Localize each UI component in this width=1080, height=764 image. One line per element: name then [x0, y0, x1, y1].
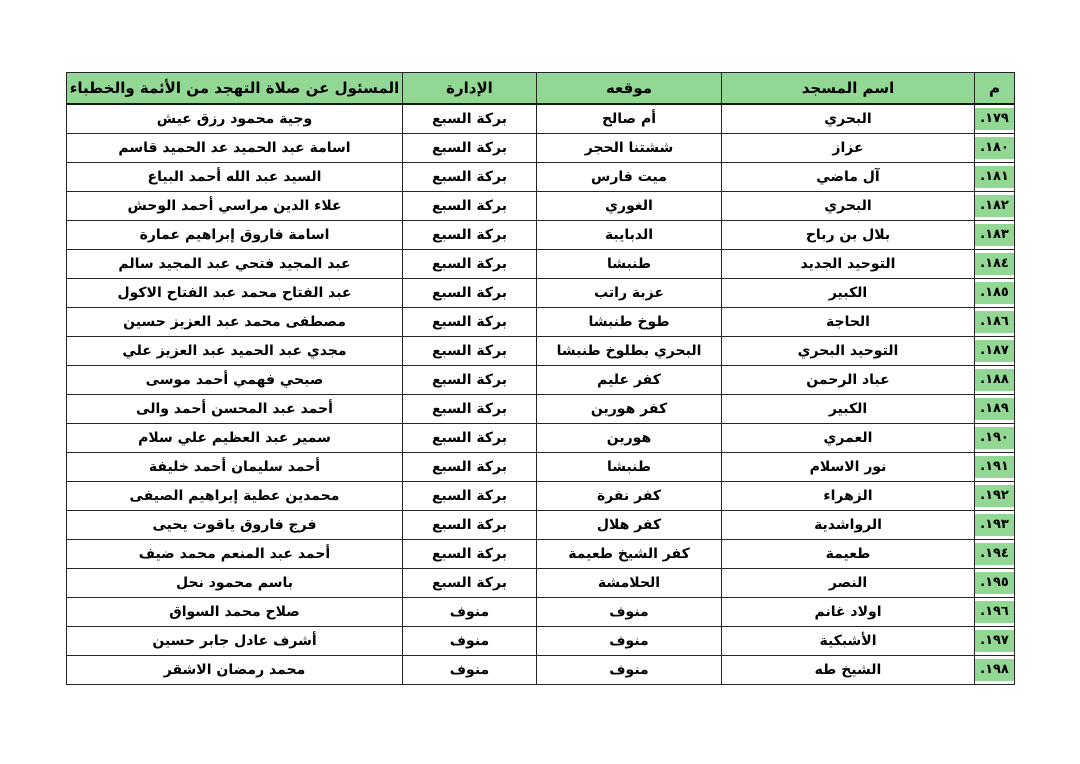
- row-number-cell: [975, 337, 1015, 366]
- administration-cell: بركة السبع: [403, 134, 537, 163]
- location-cell: منوف: [537, 656, 722, 685]
- table-row: [67, 337, 1015, 366]
- table-row: [67, 424, 1015, 453]
- mosque-name-cell: الرواشدية: [722, 511, 975, 540]
- administration-cell: بركة السبع: [403, 424, 537, 453]
- location-cell: منوف: [537, 598, 722, 627]
- row-number-value: ١٩٤.: [975, 543, 1014, 565]
- row-number-cell: [975, 192, 1015, 221]
- location-cell: الحلامشة: [537, 569, 722, 598]
- responsible-person-cell: أحمد سليمان أحمد خليفة: [67, 453, 403, 482]
- row-number-value: ١٨٢.: [975, 195, 1014, 217]
- location-cell: كفر هلال: [537, 511, 722, 540]
- row-number-value: ١٩٨.: [975, 659, 1014, 681]
- row-number-value: ١٨٧.: [975, 340, 1014, 362]
- row-number-value: ١٩٦.: [975, 601, 1014, 623]
- administration-cell: بركة السبع: [403, 540, 537, 569]
- mosques-table: [66, 72, 1015, 685]
- mosque-name-cell: بلال بن رباح: [722, 221, 975, 250]
- table-row: [67, 279, 1015, 308]
- administration-cell: بركة السبع: [403, 279, 537, 308]
- responsible-person-cell: أحمد عبد المحسن أحمد والى: [67, 395, 403, 424]
- mosque-name-cell: طعيمة: [722, 540, 975, 569]
- responsible-person-cell: صبحي فهمي أحمد موسى: [67, 366, 403, 395]
- mosque-name-cell: عزاز: [722, 134, 975, 163]
- administration-cell: بركة السبع: [403, 308, 537, 337]
- administration-cell: بركة السبع: [403, 511, 537, 540]
- location-cell: البحري بطلوخ طنبشا: [537, 337, 722, 366]
- table-row: [67, 453, 1015, 482]
- row-number-value: ١٨٣.: [975, 224, 1014, 246]
- location-cell: طنبشا: [537, 250, 722, 279]
- location-cell: الدبايبة: [537, 221, 722, 250]
- responsible-person-cell: وجية محمود رزق عيش: [67, 104, 403, 134]
- row-number-cell: [975, 424, 1015, 453]
- mosque-name-cell: العمري: [722, 424, 975, 453]
- mosque-name-cell: عباد الرحمن: [722, 366, 975, 395]
- responsible-person-cell: صلاح محمد السواق: [67, 598, 403, 627]
- document-sheet: [67, 72, 1015, 685]
- administration-cell: منوف: [403, 627, 537, 656]
- row-number-cell: [975, 511, 1015, 540]
- location-cell: كفر الشيخ طعيمة: [537, 540, 722, 569]
- location-cell: أم صالح: [537, 104, 722, 134]
- responsible-person-cell: محمد رمضان الاشقر: [67, 656, 403, 685]
- responsible-person-cell: محمدين عطية إبراهيم الصيفى: [67, 482, 403, 511]
- row-number-value: ١٨٦.: [975, 311, 1014, 333]
- responsible-person-cell: سمير عبد العظيم علي سلام: [67, 424, 403, 453]
- row-number-cell: [975, 163, 1015, 192]
- mosque-name-cell: الكبير: [722, 395, 975, 424]
- responsible-person-cell: اسامة عبد الحميد عد الحميد قاسم: [67, 134, 403, 163]
- row-number-value: ١٨٩.: [975, 398, 1014, 420]
- table-row: [67, 163, 1015, 192]
- table-row: [67, 511, 1015, 540]
- mosque-name-cell: آل ماضي: [722, 163, 975, 192]
- responsible-person-cell: أشرف عادل جابر حسين: [67, 627, 403, 656]
- row-number-cell: [975, 250, 1015, 279]
- administration-cell: منوف: [403, 656, 537, 685]
- table-row: [67, 598, 1015, 627]
- row-number-value: ١٨٨.: [975, 369, 1014, 391]
- mosque-name-cell: نور الاسلام: [722, 453, 975, 482]
- location-cell: طوخ طنبشا: [537, 308, 722, 337]
- mosque-name-cell: الشيخ طه: [722, 656, 975, 685]
- row-number-cell: [975, 134, 1015, 163]
- responsible-person-cell: مجدي عبد الحميد عبد العزيز علي: [67, 337, 403, 366]
- administration-cell: بركة السبع: [403, 337, 537, 366]
- table-row: [67, 192, 1015, 221]
- location-cell: ميت فارس: [537, 163, 722, 192]
- responsible-person-cell: أحمد عبد المنعم محمد ضيف: [67, 540, 403, 569]
- row-number-value: ١٩٥.: [975, 572, 1014, 594]
- responsible-person-cell: فرج فاروق ياقوت يحيى: [67, 511, 403, 540]
- table-row: [67, 540, 1015, 569]
- row-number-cell: [975, 453, 1015, 482]
- administration-cell: بركة السبع: [403, 104, 537, 134]
- row-number-value: ١٨٥.: [975, 282, 1014, 304]
- administration-cell: بركة السبع: [403, 366, 537, 395]
- location-cell: كفر نفرة: [537, 482, 722, 511]
- row-number-cell: [975, 308, 1015, 337]
- row-number-value: ١٨٠.: [975, 137, 1014, 159]
- row-number-cell: [975, 279, 1015, 308]
- header-row: [67, 73, 1015, 105]
- table-row: [67, 569, 1015, 598]
- location-cell: طنبشا: [537, 453, 722, 482]
- responsible-person-cell: عبد المجيد فتحي عبد المجيد سالم: [67, 250, 403, 279]
- row-number-cell: [975, 569, 1015, 598]
- administration-cell: بركة السبع: [403, 163, 537, 192]
- table-row: [67, 104, 1015, 134]
- administration-cell: منوف: [403, 598, 537, 627]
- location-cell: هورين: [537, 424, 722, 453]
- mosque-name-cell: الزهراء: [722, 482, 975, 511]
- row-number-value: ١٩٧.: [975, 630, 1014, 652]
- table-row: [67, 308, 1015, 337]
- table-row: [67, 395, 1015, 424]
- row-number-cell: [975, 598, 1015, 627]
- administration-cell: بركة السبع: [403, 250, 537, 279]
- row-number-cell: [975, 366, 1015, 395]
- administration-cell: بركة السبع: [403, 221, 537, 250]
- mosque-name-cell: الكبير: [722, 279, 975, 308]
- header-number: م: [975, 73, 1015, 105]
- row-number-cell: [975, 104, 1015, 134]
- row-number-value: ١٩١.: [975, 456, 1014, 478]
- responsible-person-cell: علاء الدين مراسي أحمد الوحش: [67, 192, 403, 221]
- row-number-value: ١٩٢.: [975, 485, 1014, 507]
- responsible-person-cell: السيد عبد الله أحمد البياع: [67, 163, 403, 192]
- header-administration: الإدارة: [403, 73, 537, 105]
- mosque-name-cell: النصر: [722, 569, 975, 598]
- row-number-cell: [975, 482, 1015, 511]
- table-row: [67, 250, 1015, 279]
- table-row: [67, 221, 1015, 250]
- responsible-person-cell: باسم محمود نحل: [67, 569, 403, 598]
- row-number-cell: [975, 627, 1015, 656]
- row-number-value: ١٨١.: [975, 166, 1014, 188]
- location-cell: الغوري: [537, 192, 722, 221]
- row-number-cell: [975, 540, 1015, 569]
- header-responsible: المسئول عن صلاة التهجد من الأئمة والخطباء: [67, 73, 403, 105]
- table-row: [67, 482, 1015, 511]
- administration-cell: بركة السبع: [403, 569, 537, 598]
- responsible-person-cell: اسامة فاروق إبراهيم عمارة: [67, 221, 403, 250]
- row-number-value: ١٩٣.: [975, 514, 1014, 536]
- mosque-name-cell: الأشبكية: [722, 627, 975, 656]
- row-number-cell: [975, 395, 1015, 424]
- header-location: موقعه: [537, 73, 722, 105]
- row-number-cell: [975, 656, 1015, 685]
- mosque-name-cell: البحري: [722, 104, 975, 134]
- header-mosque-name: اسم المسجد: [722, 73, 975, 105]
- location-cell: منوف: [537, 627, 722, 656]
- mosque-name-cell: اولاد غانم: [722, 598, 975, 627]
- administration-cell: بركة السبع: [403, 192, 537, 221]
- table-row: [67, 134, 1015, 163]
- responsible-person-cell: عبد الفتاح محمد عبد الفتاح الاكول: [67, 279, 403, 308]
- table-row: [67, 656, 1015, 685]
- row-number-value: ١٨٤.: [975, 253, 1014, 275]
- location-cell: ششتنا الحجر: [537, 134, 722, 163]
- location-cell: عزبة راتب: [537, 279, 722, 308]
- administration-cell: بركة السبع: [403, 453, 537, 482]
- row-number-value: ١٧٩.: [975, 108, 1014, 130]
- responsible-person-cell: مصطفى محمد عبد العزيز حسين: [67, 308, 403, 337]
- mosque-name-cell: التوحيد البحري: [722, 337, 975, 366]
- mosque-name-cell: التوحيد الجديد: [722, 250, 975, 279]
- table-row: [67, 627, 1015, 656]
- mosque-name-cell: الحاجة: [722, 308, 975, 337]
- location-cell: كفر هورين: [537, 395, 722, 424]
- row-number-value: ١٩٠.: [975, 427, 1014, 449]
- table-row: [67, 366, 1015, 395]
- row-number-cell: [975, 221, 1015, 250]
- administration-cell: بركة السبع: [403, 395, 537, 424]
- location-cell: كفر عليم: [537, 366, 722, 395]
- mosque-name-cell: البحري: [722, 192, 975, 221]
- administration-cell: بركة السبع: [403, 482, 537, 511]
